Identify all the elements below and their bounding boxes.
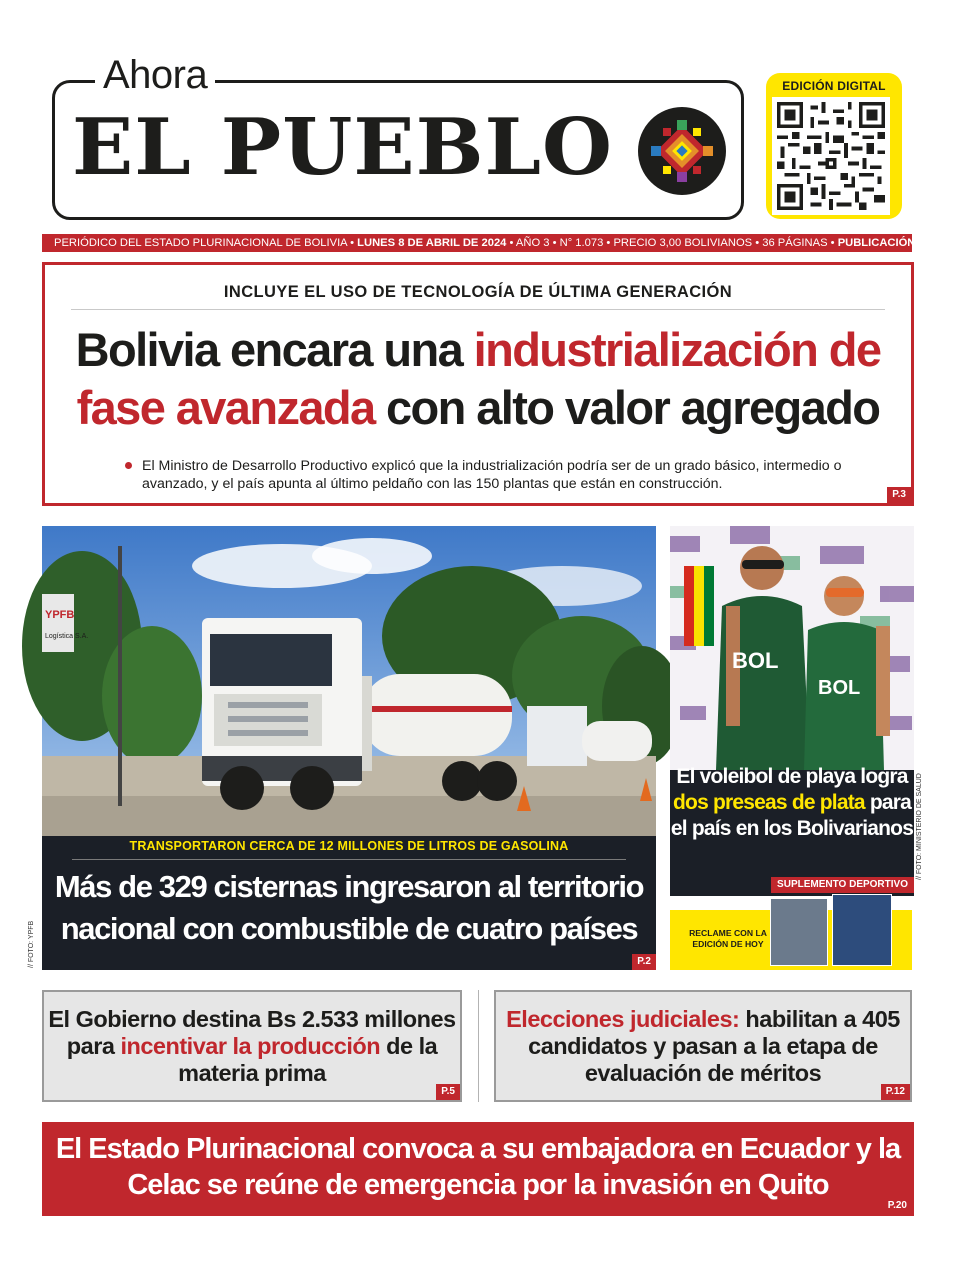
production-story[interactable] [42,990,462,1102]
ribbon-sep: • [606,237,611,249]
jersey-text: BOL [732,648,779,673]
ribbon-sep: • [552,237,557,249]
digital-edition-box[interactable] [766,73,902,219]
truck-story-headline[interactable]: Más de 329 cisternas ingresaron al territorio nacional con combustible de cuatro países [54,869,644,946]
kicker-divider [72,859,626,860]
headline-part: El Gobierno destina Bs 2.533 millones para [48,1006,456,1059]
headline-highlight: dos preseas de plata [673,791,865,814]
photo-credit-ypfb: // FOTO: YPFB [28,920,35,968]
headline-part: Bolivia encara una [75,323,474,376]
headline-part: con alto valor agregado [374,381,880,434]
qr-code-icon[interactable] [772,97,890,215]
page-ref[interactable]: P.3 [887,487,911,503]
ribbon-sep: • [830,237,835,249]
volleyball-players-photo [670,526,914,770]
ypfb-sign-sub: Logística S.A. [45,633,89,640]
ribbon-sep: • [350,237,355,249]
top-story-summary: El Ministro de Desarrollo Productivo explicó que la industrialización podría ser de un grado básico, intermedio o avanzado, y el país apunta al último peldaño con las 150 plantas que están en construcción. [142,458,842,492]
reclame-promo[interactable] [670,910,912,970]
headline-part: para el país en los Bolivarianos [670,791,914,840]
headline-highlight: incentivar la producción [120,1033,381,1059]
ribbon-date: LUNES 8 DE ABRIL DE 2024 [357,237,507,249]
headline-part: El voleibol de playa logra [676,765,908,788]
ribbon-year: AÑO 3 [515,237,550,249]
chakana-logo-icon [637,106,727,196]
volley-story-headline[interactable] [670,764,914,842]
kicker-divider [71,309,885,310]
ribbon-price: PRECIO 3,00 BOLIVIANOS [613,237,753,249]
digital-edition-label: EDICIÓN DIGITAL [782,79,886,93]
headline-highlight: fase avanzada [76,381,375,434]
truck-story-kicker: TRANSPORTARON CERCA DE 12 MILLONES DE LITROS DE GASOLINA [129,839,569,853]
ypfb-sign-text: YPFB [45,609,75,621]
headline-part: de la materia prima [178,1033,438,1086]
ecuador-story-banner[interactable] [42,1122,914,1216]
headline-highlight: industrialización de [473,323,881,376]
sports-supplement-badge[interactable]: SUPLEMENTO DEPORTIVO [771,877,914,893]
page-ref[interactable]: P.5 [436,1084,460,1100]
jersey-text: BOL [818,677,861,699]
headline-part: habilitan a 405 candidatos y pasan a la etapa de evaluación de méritos [528,1006,900,1086]
ribbon-sep: • [755,237,760,249]
ecuador-story-headline[interactable]: El Estado Plurinacional convoca a su embajadora en Ecuador y la Celac se reúne de emergencia por la invasión en Quito [55,1133,901,1201]
bullet-icon [125,462,132,469]
page-ref[interactable]: P.12 [881,1084,910,1100]
ribbon-number: N° 1.073 [559,237,604,249]
ribbon-pages: 36 PÁGINAS [762,237,828,249]
top-story-kicker: INCLUYE EL USO DE TECNOLOGÍA DE ÚLTIMA GENERACIÓN [223,283,733,301]
masthead-ahora: Ahora [95,52,215,98]
page-ref[interactable]: P.2 [632,954,656,970]
ribbon-publisher: PERIÓDICO DEL ESTADO PLURINACIONAL DE BOLIVIA [54,237,348,249]
top-story-headline[interactable] [45,321,911,437]
column-divider [478,990,479,1102]
tanker-trucks-photo [42,526,656,836]
judicial-elections-headline[interactable] [496,1006,910,1087]
reclame-text: RECLAME CON LA EDICIÓN DE HOY [689,928,767,949]
volley-story[interactable] [670,526,914,896]
masthead-title: EL PUEBLO [72,102,614,193]
headline-highlight: Elecciones judiciales: [506,1006,740,1032]
sports-supplement-cover-image [832,894,892,966]
production-story-headline[interactable] [44,1006,460,1087]
top-story[interactable] [42,262,914,506]
judicial-elections-story[interactable] [494,990,912,1102]
photo-credit-salud: // FOTO: MINISTERIO DE SALUD [916,773,923,880]
ribbon-sep: • [509,237,514,249]
magazine-cover-image [770,898,828,966]
page-ref[interactable]: P.20 [887,1200,907,1211]
ribbon-scope: PUBLICACIÓN NACIONAL [837,237,978,249]
edition-info-ribbon [42,234,978,252]
truck-story[interactable] [42,526,656,970]
